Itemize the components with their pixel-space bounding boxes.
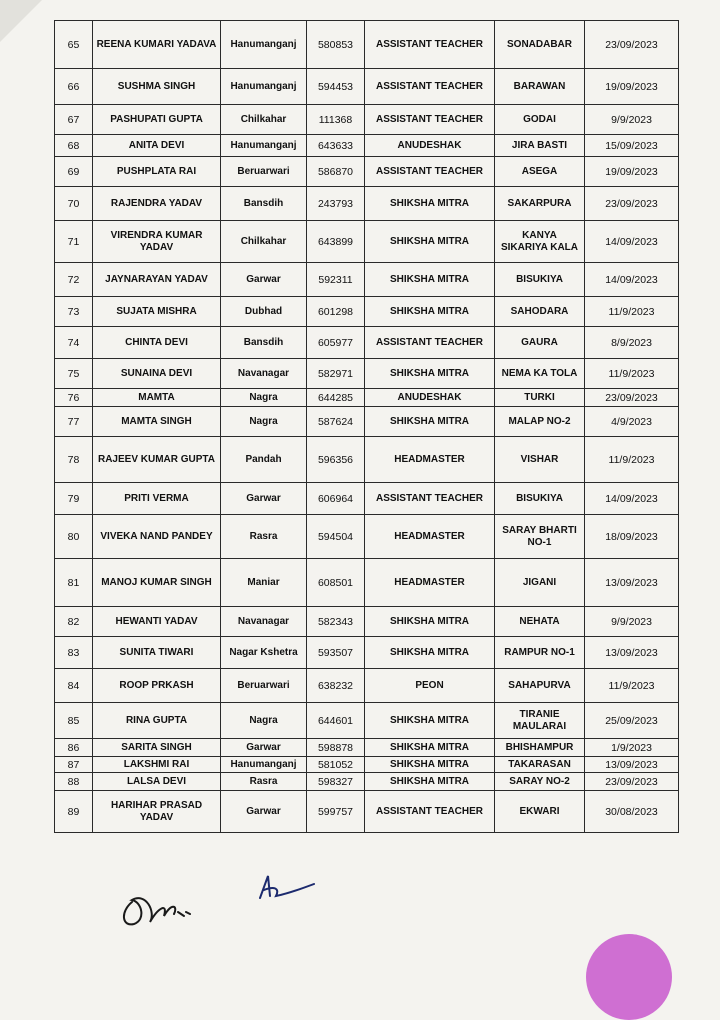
post-title: ASSISTANT TEACHER (365, 105, 495, 135)
post-title: SHIKSHA MITRA (365, 703, 495, 739)
employee-name: RINA GUPTA (93, 703, 221, 739)
row-number: 76 (55, 389, 93, 407)
block-name: Bansdih (221, 327, 307, 359)
block-name: Hanumanganj (221, 21, 307, 69)
block-name: Navanagar (221, 607, 307, 637)
block-name: Beruarwari (221, 669, 307, 703)
joining-date: 14/09/2023 (585, 263, 679, 297)
post-title: SHIKSHA MITRA (365, 297, 495, 327)
school-name: NEMA KA TOLA (495, 359, 585, 389)
school-name: MALAP NO-2 (495, 407, 585, 437)
employee-name: LALSA DEVI (93, 773, 221, 791)
table-row (55, 69, 679, 105)
row-number: 81 (55, 559, 93, 607)
signature-right (250, 868, 320, 908)
employee-name: VIVEKA NAND PANDEY (93, 515, 221, 559)
row-number: 69 (55, 157, 93, 187)
school-name: BHISHAMPUR (495, 739, 585, 757)
joining-date: 14/09/2023 (585, 221, 679, 263)
employee-code: 580853 (307, 21, 365, 69)
block-name: Bansdih (221, 187, 307, 221)
employee-code: 598327 (307, 773, 365, 791)
school-name: VISHAR (495, 437, 585, 483)
employee-code: 596356 (307, 437, 365, 483)
block-name: Chilkahar (221, 221, 307, 263)
row-number: 74 (55, 327, 93, 359)
school-name: GODAI (495, 105, 585, 135)
block-name: Hanumanganj (221, 757, 307, 773)
row-number: 78 (55, 437, 93, 483)
row-number: 65 (55, 21, 93, 69)
joining-date: 13/09/2023 (585, 757, 679, 773)
employee-name: HARIHAR PRASAD YADAV (93, 791, 221, 833)
table-row (55, 437, 679, 483)
block-name: Garwar (221, 483, 307, 515)
table-row (55, 483, 679, 515)
table-row (55, 135, 679, 157)
table-row (55, 757, 679, 773)
school-name: SONADABAR (495, 21, 585, 69)
employee-code: 586870 (307, 157, 365, 187)
joining-date: 18/09/2023 (585, 515, 679, 559)
block-name: Maniar (221, 559, 307, 607)
joining-date: 9/9/2023 (585, 105, 679, 135)
row-number: 89 (55, 791, 93, 833)
post-title: ASSISTANT TEACHER (365, 69, 495, 105)
school-name: BARAWAN (495, 69, 585, 105)
joining-date: 23/09/2023 (585, 773, 679, 791)
block-name: Nagar Kshetra (221, 637, 307, 669)
employee-name: LAKSHMI RAI (93, 757, 221, 773)
joining-date: 4/9/2023 (585, 407, 679, 437)
table-row (55, 297, 679, 327)
employee-name: RAJEEV KUMAR GUPTA (93, 437, 221, 483)
row-number: 88 (55, 773, 93, 791)
post-title: HEADMASTER (365, 559, 495, 607)
joining-date: 9/9/2023 (585, 607, 679, 637)
table-row (55, 773, 679, 791)
post-title: SHIKSHA MITRA (365, 607, 495, 637)
purple-stamp (586, 934, 672, 1020)
table-row (55, 703, 679, 739)
post-title: SHIKSHA MITRA (365, 757, 495, 773)
table-row (55, 515, 679, 559)
employee-code: 598878 (307, 739, 365, 757)
post-title: ASSISTANT TEACHER (365, 327, 495, 359)
table-row (55, 157, 679, 187)
employee-code: 594453 (307, 69, 365, 105)
employee-code: 638232 (307, 669, 365, 703)
school-name: NEHATA (495, 607, 585, 637)
block-name: Nagra (221, 407, 307, 437)
table-row (55, 187, 679, 221)
post-title: SHIKSHA MITRA (365, 739, 495, 757)
school-name: SARAY BHARTI NO-1 (495, 515, 585, 559)
employee-code: 644601 (307, 703, 365, 739)
employee-name: RAJENDRA YADAV (93, 187, 221, 221)
school-name: TURKI (495, 389, 585, 407)
employee-code: 592311 (307, 263, 365, 297)
post-title: ANUDESHAK (365, 389, 495, 407)
block-name: Rasra (221, 773, 307, 791)
employee-code: 606964 (307, 483, 365, 515)
block-name: Rasra (221, 515, 307, 559)
employee-name: SARITA SINGH (93, 739, 221, 757)
employee-code: 599757 (307, 791, 365, 833)
employee-name: MAMTA SINGH (93, 407, 221, 437)
block-name: Pandah (221, 437, 307, 483)
post-title: HEADMASTER (365, 515, 495, 559)
employee-code: 608501 (307, 559, 365, 607)
post-title: PEON (365, 669, 495, 703)
table-row (55, 407, 679, 437)
block-name: Dubhad (221, 297, 307, 327)
employee-code: 581052 (307, 757, 365, 773)
table-row (55, 739, 679, 757)
joining-date: 19/09/2023 (585, 69, 679, 105)
joining-date: 14/09/2023 (585, 483, 679, 515)
employee-name: PASHUPATI GUPTA (93, 105, 221, 135)
row-number: 80 (55, 515, 93, 559)
joining-date: 25/09/2023 (585, 703, 679, 739)
post-title: ASSISTANT TEACHER (365, 483, 495, 515)
post-title: HEADMASTER (365, 437, 495, 483)
employee-name: ANITA DEVI (93, 135, 221, 157)
post-title: SHIKSHA MITRA (365, 359, 495, 389)
staff-table (54, 20, 679, 833)
row-number: 70 (55, 187, 93, 221)
school-name: ASEGA (495, 157, 585, 187)
school-name: TAKARASAN (495, 757, 585, 773)
table-row (55, 263, 679, 297)
block-name: Garwar (221, 263, 307, 297)
table-row (55, 669, 679, 703)
employee-code: 594504 (307, 515, 365, 559)
school-name: BISUKIYA (495, 483, 585, 515)
staff-table-body (55, 21, 679, 833)
employee-name: CHINTA DEVI (93, 327, 221, 359)
table-row (55, 389, 679, 407)
block-name: Chilkahar (221, 105, 307, 135)
table-row (55, 791, 679, 833)
table-row (55, 21, 679, 69)
post-title: ANUDESHAK (365, 135, 495, 157)
employee-code: 243793 (307, 187, 365, 221)
row-number: 79 (55, 483, 93, 515)
employee-name: MANOJ KUMAR SINGH (93, 559, 221, 607)
row-number: 85 (55, 703, 93, 739)
employee-name: MAMTA (93, 389, 221, 407)
block-name: Hanumanganj (221, 69, 307, 105)
employee-name: HEWANTI YADAV (93, 607, 221, 637)
school-name: SARAY NO-2 (495, 773, 585, 791)
school-name: BISUKIYA (495, 263, 585, 297)
row-number: 82 (55, 607, 93, 637)
employee-name: JAYNARAYAN YADAV (93, 263, 221, 297)
signature-left (112, 872, 202, 932)
block-name: Beruarwari (221, 157, 307, 187)
table-row (55, 559, 679, 607)
employee-code: 582971 (307, 359, 365, 389)
employee-code: 601298 (307, 297, 365, 327)
block-name: Garwar (221, 739, 307, 757)
row-number: 72 (55, 263, 93, 297)
joining-date: 15/09/2023 (585, 135, 679, 157)
table-row (55, 359, 679, 389)
employee-name: PRITI VERMA (93, 483, 221, 515)
school-name: SAHODARA (495, 297, 585, 327)
row-number: 75 (55, 359, 93, 389)
school-name: JIRA BASTI (495, 135, 585, 157)
joining-date: 13/09/2023 (585, 559, 679, 607)
row-number: 87 (55, 757, 93, 773)
employee-name: ROOP PRKASH (93, 669, 221, 703)
school-name: KANYA SIKARIYA KALA (495, 221, 585, 263)
joining-date: 1/9/2023 (585, 739, 679, 757)
block-name: Nagra (221, 389, 307, 407)
joining-date: 30/08/2023 (585, 791, 679, 833)
table-row (55, 221, 679, 263)
school-name: SAHAPURVA (495, 669, 585, 703)
employee-name: SUNITA TIWARI (93, 637, 221, 669)
row-number: 71 (55, 221, 93, 263)
post-title: SHIKSHA MITRA (365, 407, 495, 437)
post-title: ASSISTANT TEACHER (365, 791, 495, 833)
employee-name: SUNAINA DEVI (93, 359, 221, 389)
employee-name: SUSHMA SINGH (93, 69, 221, 105)
row-number: 68 (55, 135, 93, 157)
table-row (55, 105, 679, 135)
employee-name: VIRENDRA KUMAR YADAV (93, 221, 221, 263)
post-title: SHIKSHA MITRA (365, 221, 495, 263)
row-number: 84 (55, 669, 93, 703)
joining-date: 11/9/2023 (585, 297, 679, 327)
joining-date: 11/9/2023 (585, 669, 679, 703)
employee-code: 587624 (307, 407, 365, 437)
row-number: 73 (55, 297, 93, 327)
block-name: Hanumanganj (221, 135, 307, 157)
row-number: 77 (55, 407, 93, 437)
page-corner-fold (0, 0, 42, 42)
post-title: SHIKSHA MITRA (365, 773, 495, 791)
block-name: Garwar (221, 791, 307, 833)
joining-date: 11/9/2023 (585, 359, 679, 389)
joining-date: 19/09/2023 (585, 157, 679, 187)
table-row (55, 607, 679, 637)
post-title: SHIKSHA MITRA (365, 263, 495, 297)
employee-code: 605977 (307, 327, 365, 359)
row-number: 67 (55, 105, 93, 135)
school-name: SAKARPURA (495, 187, 585, 221)
joining-date: 11/9/2023 (585, 437, 679, 483)
school-name: TIRANIE MAULARAI (495, 703, 585, 739)
post-title: SHIKSHA MITRA (365, 637, 495, 669)
employee-name: REENA KUMARI YADAVA (93, 21, 221, 69)
post-title: SHIKSHA MITRA (365, 187, 495, 221)
employee-code: 582343 (307, 607, 365, 637)
employee-name: PUSHPLATA RAI (93, 157, 221, 187)
table-row (55, 327, 679, 359)
employee-code: 644285 (307, 389, 365, 407)
post-title: ASSISTANT TEACHER (365, 21, 495, 69)
row-number: 66 (55, 69, 93, 105)
post-title: ASSISTANT TEACHER (365, 157, 495, 187)
joining-date: 13/09/2023 (585, 637, 679, 669)
employee-code: 593507 (307, 637, 365, 669)
joining-date: 23/09/2023 (585, 187, 679, 221)
employee-code: 111368 (307, 105, 365, 135)
joining-date: 8/9/2023 (585, 327, 679, 359)
row-number: 83 (55, 637, 93, 669)
row-number: 86 (55, 739, 93, 757)
employee-code: 643899 (307, 221, 365, 263)
school-name: JIGANI (495, 559, 585, 607)
block-name: Navanagar (221, 359, 307, 389)
joining-date: 23/09/2023 (585, 389, 679, 407)
employee-code: 643633 (307, 135, 365, 157)
joining-date: 23/09/2023 (585, 21, 679, 69)
table-row (55, 637, 679, 669)
school-name: GAURA (495, 327, 585, 359)
block-name: Nagra (221, 703, 307, 739)
school-name: EKWARI (495, 791, 585, 833)
employee-name: SUJATA MISHRA (93, 297, 221, 327)
school-name: RAMPUR NO-1 (495, 637, 585, 669)
